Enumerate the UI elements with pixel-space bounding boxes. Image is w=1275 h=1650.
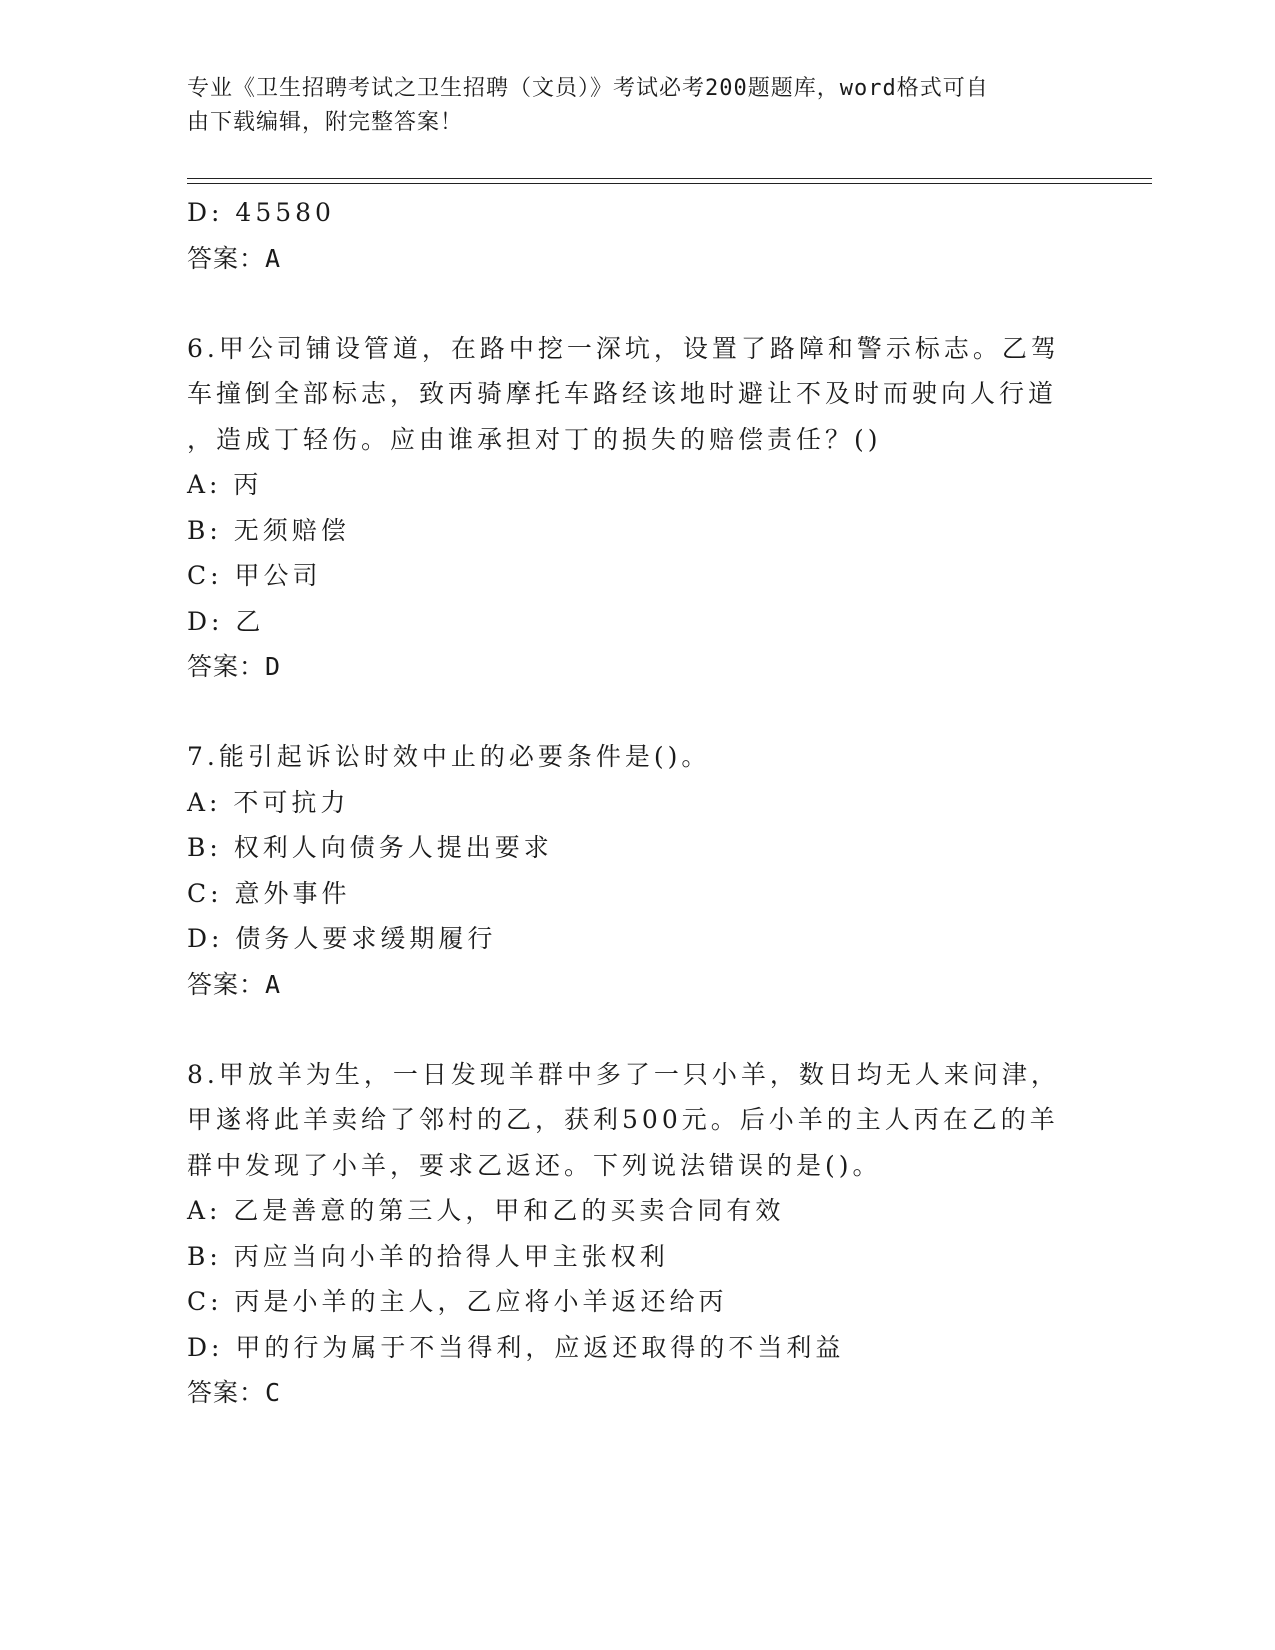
option-d: D: 债务人要求缓期履行 [187, 924, 497, 953]
answer: 答案：A [187, 243, 282, 273]
question-text: 6.甲公司铺设管道，在路中挖一深坑，设置了路障和警示标志。乙驾 [187, 333, 1060, 363]
header-divider-top [187, 178, 1152, 179]
question-text: 群中发现了小羊，要求乙返还。下列说法错误的是()。 [187, 1150, 882, 1180]
question-text: 7.能引起诉讼时效中止的必要条件是()。 [187, 742, 711, 771]
question-text: 8.甲放羊为生，一日发现羊群中多了一只小羊，数日均无人来问津， [187, 1059, 1060, 1089]
option-a: A: 乙是善意的第三人，甲和乙的买卖合同有效 [187, 1196, 785, 1225]
question-8 [187, 1052, 1067, 1417]
document-header [187, 72, 1067, 140]
question-7 [187, 734, 1067, 1008]
answer: 答案：A [187, 969, 282, 999]
option-a: A: 不可抗力 [187, 787, 350, 817]
header-line-1: 专业《卫生招聘考试之卫生招聘（文员）》考试必考200题题库，word格式可自 [187, 76, 989, 101]
option-c: C: 意外事件 [187, 878, 351, 908]
option-b: B: 丙应当向小羊的拾得人甲主张权利 [187, 1241, 669, 1271]
option-a: A: 丙 [187, 470, 263, 499]
question-6 [187, 326, 1067, 691]
header-divider-bottom [187, 183, 1152, 184]
option-d: D: 45580 [187, 198, 335, 227]
question-list [187, 190, 1067, 1416]
option-c: C: 甲公司 [187, 561, 322, 590]
answer: 答案：D [187, 652, 282, 681]
question-text: 车撞倒全部标志，致丙骑摩托车路经该地时避让不及时而驶向人行道 [187, 379, 1058, 408]
question-5-tail [187, 190, 1067, 282]
option-b: B: 权利人向债务人提出要求 [187, 833, 553, 862]
answer: 答案：C [187, 1378, 282, 1407]
option-d: D: 甲的行为属于不当得利，应返还取得的不当利益 [187, 1332, 845, 1362]
option-b: B: 无须赔偿 [187, 515, 350, 545]
option-c: C: 丙是小羊的主人，乙应将小羊返还给丙 [187, 1287, 728, 1316]
header-line-2: 由下载编辑，附完整答案！ [187, 110, 464, 135]
option-d: D: 乙 [187, 606, 265, 636]
question-text: ，造成丁轻伤。应由谁承担对丁的损失的赔偿责任？() [187, 424, 882, 454]
question-text: 甲遂将此羊卖给了邻村的乙，获利500元。后小羊的主人丙在乙的羊 [187, 1105, 1059, 1134]
